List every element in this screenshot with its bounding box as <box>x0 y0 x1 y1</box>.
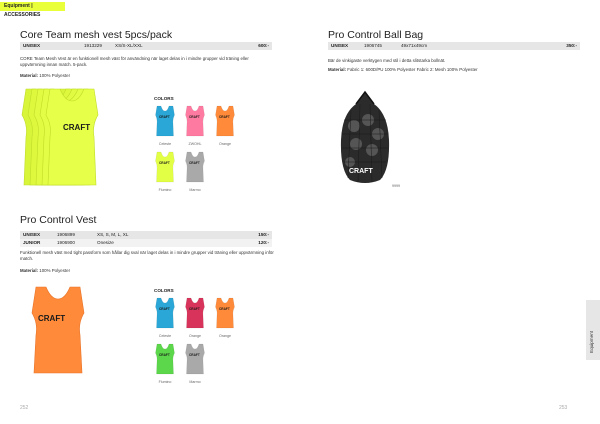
ball-bag-row <box>328 42 580 50</box>
price: 350:- <box>566 43 577 48</box>
price: 120:- <box>258 240 269 245</box>
core-vest-description: CORE Team Mesh Vest är en funktionell mesh väst för användning när laget delas in i mindre grupper vid träning eller uppvärmning innan match. 5-pack. <box>20 56 249 67</box>
svg-text:CRAFT: CRAFT <box>159 115 170 119</box>
color-swatch-caption: Orange <box>189 334 201 338</box>
sizes: XS, S, M, L, XL <box>97 232 129 237</box>
color-swatch-caption: Celeste <box>158 142 172 146</box>
color-swatch <box>214 297 236 338</box>
side-tab-label: Equipment <box>589 331 594 353</box>
vest-stack <box>22 89 98 185</box>
color-swatch-caption: Flumino <box>158 380 172 384</box>
page-number-left: 252 <box>20 405 29 411</box>
price: 150:- <box>258 232 269 237</box>
sizes: XS/S-XL/XXL <box>115 43 143 48</box>
section-tag: Equipment | ACCESSORIES <box>0 2 65 11</box>
svg-text:CRAFT: CRAFT <box>189 161 200 165</box>
core-vest-row <box>20 42 272 50</box>
svg-text:CRAFT: CRAFT <box>219 115 230 119</box>
core-vest-stack-image <box>14 85 114 190</box>
pro-vest-row-junior <box>20 239 272 247</box>
ball-bag-description: Bär de vinkigaste verktygen med stil i detta slitstarka bollnät. <box>328 58 446 63</box>
article-code: 1913229 <box>84 43 102 48</box>
brand-logo: CRAFT <box>38 314 66 323</box>
color-swatch-caption: Celeste <box>158 334 172 338</box>
svg-text:CRAFT: CRAFT <box>159 161 170 165</box>
color-swatch <box>154 105 176 146</box>
svg-text:CRAFT: CRAFT <box>219 307 230 311</box>
article-code: 1906745 <box>364 43 382 48</box>
core-vest-colors-label: COLORS <box>154 96 174 101</box>
core-vest-material: Material: 100% Polyester <box>20 73 71 78</box>
color-swatch <box>184 105 206 146</box>
pro-vest-description: Funktionell mesh väst med tight passform som hållar dig sval när laget delas in i mindre grupper vid träning eller uppvärmning inför match. <box>20 250 274 261</box>
ball-bag-color-caption: 9999 <box>392 184 400 188</box>
color-swatch <box>184 297 206 338</box>
side-tab <box>586 300 600 360</box>
core-vest-title: Core Team mesh vest 5pcs/pack <box>20 29 173 41</box>
pro-vest-title: Pro Control Vest <box>20 214 97 226</box>
svg-text:CRAFT: CRAFT <box>189 353 200 357</box>
svg-text:CRAFT: CRAFT <box>189 307 200 311</box>
svg-text:CRAFT: CRAFT <box>159 307 170 311</box>
brand-logo: CRAFT <box>63 123 91 132</box>
color-swatch-caption: ZWOHL <box>188 142 202 146</box>
pro-vest-material: Material: 100% Polyester <box>20 268 71 273</box>
color-swatch-caption: Marmo <box>189 188 201 192</box>
pro-vest-colors-label: COLORS <box>154 288 174 293</box>
color-swatch-caption: Orange <box>219 334 231 338</box>
color-swatch <box>214 105 236 146</box>
brand-logo: CRAFT <box>349 168 373 175</box>
svg-text:CRAFT: CRAFT <box>159 353 170 357</box>
color-swatch <box>154 151 176 192</box>
color-swatch-caption: Orange <box>219 142 231 146</box>
color-swatch-caption: Marmo <box>189 380 201 384</box>
page-number-right: 253 <box>559 405 568 411</box>
color-swatch <box>154 343 176 384</box>
color-swatch <box>184 151 206 192</box>
gender: JUNIOR <box>23 240 41 245</box>
pro-vest-row-unisex <box>20 231 272 239</box>
ball-bag-material: Material: Fabric 1: 600D/PU 100% Polyester Fabric 2: Mesh 100% Polyester <box>328 67 478 72</box>
article-code: 1906899 <box>57 232 75 237</box>
sizes: 49x71x49cm <box>401 43 428 48</box>
gender: UNISEX <box>23 43 41 48</box>
color-swatch-caption: Flumino <box>158 188 172 192</box>
gender: UNISEX <box>331 43 349 48</box>
color-swatch <box>154 297 176 338</box>
svg-text:CRAFT: CRAFT <box>189 115 200 119</box>
article-code: 1906900 <box>57 240 75 245</box>
pro-vest-image <box>28 285 88 375</box>
color-swatch <box>184 343 206 384</box>
price: 600:- <box>258 43 269 48</box>
gender: UNISEX <box>23 232 41 237</box>
ball-bag-title: Pro Control Ball Bag <box>328 29 424 41</box>
ball-bag-image <box>336 90 394 186</box>
sizes: Onesize <box>97 240 114 245</box>
